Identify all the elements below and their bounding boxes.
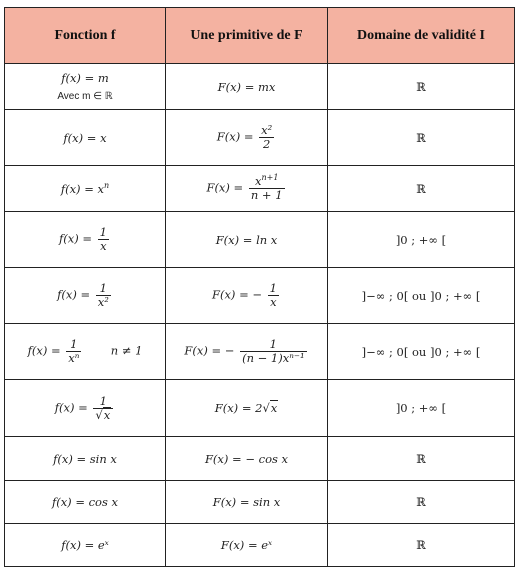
domain-expr: ℝ [416,451,426,466]
function-numerator: 1 [93,395,113,409]
primitive-numerator: 1 [269,281,277,295]
header-primitive: Une primitive de F [166,8,328,64]
primitive-expr: F(x) = eˣ [220,538,273,552]
domain-expr: ]−∞ ; 0[ ou ]0 ; +∞ [ [361,344,481,359]
primitive-expr: F(x) = ln x [215,232,278,247]
table-row [5,324,515,380]
function-numerator: 1 [99,225,107,239]
primitive-denominator: x [270,295,277,309]
primitive-denominator: 2 [263,137,271,151]
table-row [5,110,515,166]
function-lhs: f(x) = [27,343,61,358]
primitive-lhs: F(x) = [216,129,254,144]
function-fraction [98,226,109,253]
domain-expr: ℝ [416,130,426,145]
domain-cell [328,212,515,268]
primitives-table [4,7,515,567]
domain-cell [328,110,515,166]
primitive-cell [166,524,328,567]
function-cell [5,437,166,481]
primitive-fraction [249,175,285,202]
function-lhs: f(x) = [57,287,91,302]
primitive-lhs: F(x) = − [211,287,263,302]
primitive-expr: F(x) = mx [217,79,276,94]
function-cell [5,166,166,212]
primitive-cell [166,380,328,437]
table-row [5,64,515,110]
primitive-expr: F(x) = − cos x [204,451,289,466]
primitive-cell [166,324,328,380]
primitive-cell [166,212,328,268]
function-fraction [66,338,81,365]
domain-expr: ]0 ; +∞ [ [395,401,447,415]
function-cell [5,324,166,380]
table-row [5,524,515,567]
sqrt-symbol: √x [262,401,278,415]
header-fonction: Fonction f [5,8,166,64]
domain-cell [328,524,515,567]
primitive-lhs: F(x) = 2 [214,401,263,415]
primitive-lhs: F(x) = [206,180,244,195]
domain-cell [328,380,515,437]
domain-cell [328,268,515,324]
function-fraction [93,395,113,422]
function-numerator: 1 [66,338,81,352]
function-cell [5,524,166,567]
primitive-fraction [240,338,306,365]
domain-expr: ℝ [416,495,426,509]
function-denominator: x [100,239,107,253]
domain-expr: ℝ [416,538,426,552]
domain-cell [328,324,515,380]
primitive-lhs: F(x) = − [184,343,235,358]
function-denominator [93,409,113,422]
primitive-cell [166,110,328,166]
primitive-denominator: (n − 1)xⁿ⁻¹ [242,351,305,365]
function-expr: f(x) = x [63,130,107,145]
function-lhs: f(x) = [60,181,94,196]
function-cell [5,110,166,166]
domain-expr: ]0 ; +∞ [ [395,232,447,247]
function-cell [5,268,166,324]
domain-cell [328,166,515,212]
function-condition: Avec m ∈ ℝ [57,91,113,102]
primitive-cell [166,437,328,481]
function-cell [5,380,166,437]
function-exponent: n [104,180,110,190]
primitive-denominator: n + 1 [250,188,283,202]
function-fraction [96,282,111,309]
primitive-fraction [268,282,279,309]
primitive-numerator: x² [261,123,273,137]
domain-expr: ℝ [416,181,426,196]
domain-expr: ]−∞ ; 0[ ou ]0 ; +∞ [ [361,288,481,303]
function-cell [5,212,166,268]
table-row [5,212,515,268]
header-row [5,8,515,64]
function-lhs: f(x) = [54,400,88,414]
function-cell [5,64,166,110]
function-condition: n ≠ 1 [110,343,143,358]
primitive-numerator-exponent: n+1 [261,173,279,183]
table-row [5,481,515,524]
primitive-cell [166,268,328,324]
header-domaine: Domaine de validité I [328,8,515,64]
function-expr: f(x) = sin x [53,451,117,466]
primitive-numerator: 1 [240,338,306,352]
domain-expr: ℝ [416,79,426,94]
primitive-fraction [259,124,274,151]
domain-cell [328,64,515,110]
function-denominator: xⁿ [68,351,80,365]
function-numerator: 1 [96,282,111,296]
function-expr: f(x) = m [61,71,109,85]
function-cell [5,481,166,524]
function-denominator: x² [97,295,109,309]
function-lhs: f(x) = [59,231,93,246]
function-expr: f(x) = eˣ [61,538,109,552]
primitive-expr: F(x) = sin x [212,495,281,509]
primitive-cell [166,64,328,110]
table-row [5,268,515,324]
table-row [5,437,515,481]
domain-cell [328,437,515,481]
primitive-radicand: x [270,401,278,415]
table-row [5,380,515,437]
function-radicand: x [103,407,111,422]
primitive-cell [166,481,328,524]
sqrt-symbol: √x [95,407,111,422]
domain-cell [328,481,515,524]
table-row [5,166,515,212]
function-base: x [97,181,104,196]
function-expr: f(x) = cos x [51,495,119,509]
primitive-cell [166,166,328,212]
primitive-numerator: $x^{n+1}$ [249,175,285,189]
